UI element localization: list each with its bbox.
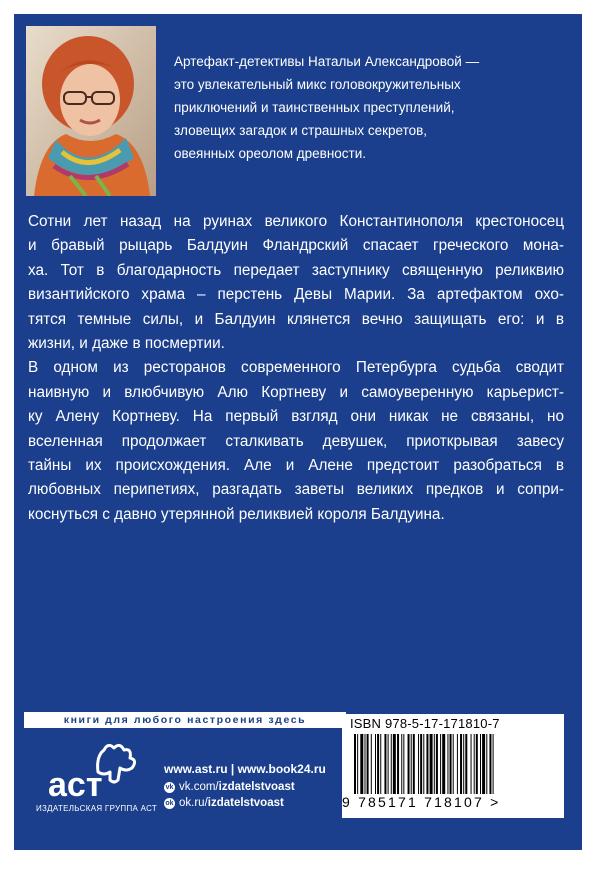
barcode-stripe bbox=[480, 734, 481, 794]
annotation-line: Сотни лет назад на руинах великого Константинополя крестоносец bbox=[28, 213, 564, 230]
barcode-stripe bbox=[453, 734, 454, 794]
blurb-line: приключений и таинственных преступлений, bbox=[174, 100, 455, 115]
annotation-line: и бравый рыцарь Балдуин Фландрский спасает греческого мона- bbox=[28, 237, 564, 255]
barcode-stripe bbox=[375, 734, 376, 794]
barcode-stripe bbox=[391, 734, 392, 794]
barcode-stripe bbox=[393, 734, 396, 794]
annotation-line: вселенная продолжает сталкивать девушек, приоткрывая завесу bbox=[28, 432, 564, 450]
author-photo bbox=[26, 26, 156, 196]
author-blurb bbox=[174, 50, 574, 165]
barcode-stripe bbox=[357, 734, 358, 794]
back-cover bbox=[14, 14, 582, 850]
ok-link[interactable] bbox=[164, 797, 284, 809]
barcode-stripe bbox=[450, 734, 452, 794]
annotation-line: ку Алену Кортневу. На первый взгляд они никак не связаны, но bbox=[28, 408, 564, 426]
annotation-line: любовных перипетиях, разгадать заветы великих предков и сопри- bbox=[28, 481, 564, 499]
blurb-line: зловещих загадок и страшных секретов, bbox=[174, 123, 428, 138]
book-annotation bbox=[28, 210, 564, 527]
annotation-line: византийского храма – перстень Девы Марии. За артефактом охо- bbox=[28, 286, 564, 304]
barcode-stripe bbox=[436, 734, 438, 794]
barcode-stripe bbox=[442, 734, 445, 794]
barcode-stripe bbox=[384, 734, 386, 794]
barcode-stripe bbox=[420, 734, 422, 794]
annotation-line: наивную и влюбчивую Алю Кортневу и самоуверенную карьерист- bbox=[28, 383, 564, 401]
barcode-stripe bbox=[457, 734, 458, 794]
barcode-stripe bbox=[493, 734, 494, 794]
annotation-line: ха. Тот в благодарность передает заступнику священную реликвию bbox=[28, 261, 564, 279]
barcode-stripe bbox=[434, 734, 435, 794]
annotation-line: жизни, и даже в посмертии. bbox=[28, 335, 225, 353]
barcode-stripe bbox=[426, 734, 428, 794]
barcode-stripe bbox=[423, 734, 424, 794]
barcode-stripe bbox=[440, 734, 441, 794]
barcode-stripe bbox=[371, 734, 372, 794]
barcode-stripe bbox=[418, 734, 419, 794]
ok-handle: izdatelstvoast bbox=[207, 797, 284, 809]
annotation-line: тятся темные силы, и Балдуин клянется вечно защищать его: и в bbox=[28, 310, 564, 328]
barcode-stripe bbox=[460, 734, 462, 794]
barcode-stripe bbox=[403, 734, 404, 794]
barcode-stripe bbox=[380, 734, 381, 794]
barcode-stripe bbox=[408, 734, 410, 794]
barcode-stripe bbox=[377, 734, 379, 794]
barcode-stripe bbox=[367, 734, 369, 794]
author-portrait-image bbox=[26, 26, 156, 196]
logo-text: аст bbox=[48, 766, 103, 804]
annotation-line: коснуться с давно утерянной реликвией короля Балдуина. bbox=[28, 505, 445, 523]
websites[interactable]: www.ast.ru | www.book24.ru bbox=[164, 762, 326, 776]
barcode-stripe bbox=[360, 734, 363, 794]
barcode-stripe bbox=[465, 734, 467, 794]
barcode-stripe bbox=[388, 734, 389, 794]
vk-icon: vk bbox=[165, 783, 174, 791]
barcode-stripe bbox=[365, 734, 366, 794]
barcode-stripe bbox=[430, 734, 433, 794]
barcode-stripe bbox=[413, 734, 415, 794]
barcode-stripe bbox=[489, 734, 491, 794]
vk-handle: izdatelstvoast bbox=[218, 781, 295, 793]
annotation-line: тайны их происхождения. Але и Алене предстоит разобраться в bbox=[28, 457, 564, 475]
barcode-box bbox=[342, 714, 564, 818]
barcode-stripe bbox=[476, 734, 478, 794]
barcode-digits: 9 785171 718107 > bbox=[342, 794, 501, 810]
blurb-line: овеянных ореолом древности. bbox=[174, 146, 367, 161]
tagline-banner: книги для любого настроения здесь bbox=[24, 712, 346, 728]
barcode-bars bbox=[354, 734, 552, 794]
barcode-stripe bbox=[397, 734, 399, 794]
barcode-stripe bbox=[447, 734, 448, 794]
annotation-line: В одном из ресторанов современного Петербурга судьба сводит bbox=[28, 359, 564, 377]
barcode-stripe bbox=[486, 734, 487, 794]
vk-link[interactable] bbox=[164, 781, 295, 793]
barcode-stripe bbox=[474, 734, 475, 794]
barcode-stripe bbox=[482, 734, 485, 794]
ast-logo-figure bbox=[34, 738, 154, 808]
barcode-stripe bbox=[354, 734, 356, 794]
blurb-line: это увлекательный микс головокружительных bbox=[174, 77, 461, 92]
ok-prefix: ok.ru/ bbox=[179, 797, 208, 809]
barcode-stripe bbox=[471, 734, 472, 794]
publisher-name: ИЗДАТЕЛЬСКАЯ ГРУППА АСТ bbox=[36, 804, 158, 813]
ok-icon: ok bbox=[165, 799, 174, 807]
barcode-stripe bbox=[463, 734, 464, 794]
barcode-stripe bbox=[411, 734, 412, 794]
vk-prefix: vk.com/ bbox=[179, 781, 219, 793]
barcode-stripe bbox=[401, 734, 402, 794]
isbn-text: ISBN 978-5-17-171810-7 bbox=[350, 716, 500, 731]
blurb-line: Артефакт-детективы Натальи Александровой — bbox=[174, 54, 480, 69]
